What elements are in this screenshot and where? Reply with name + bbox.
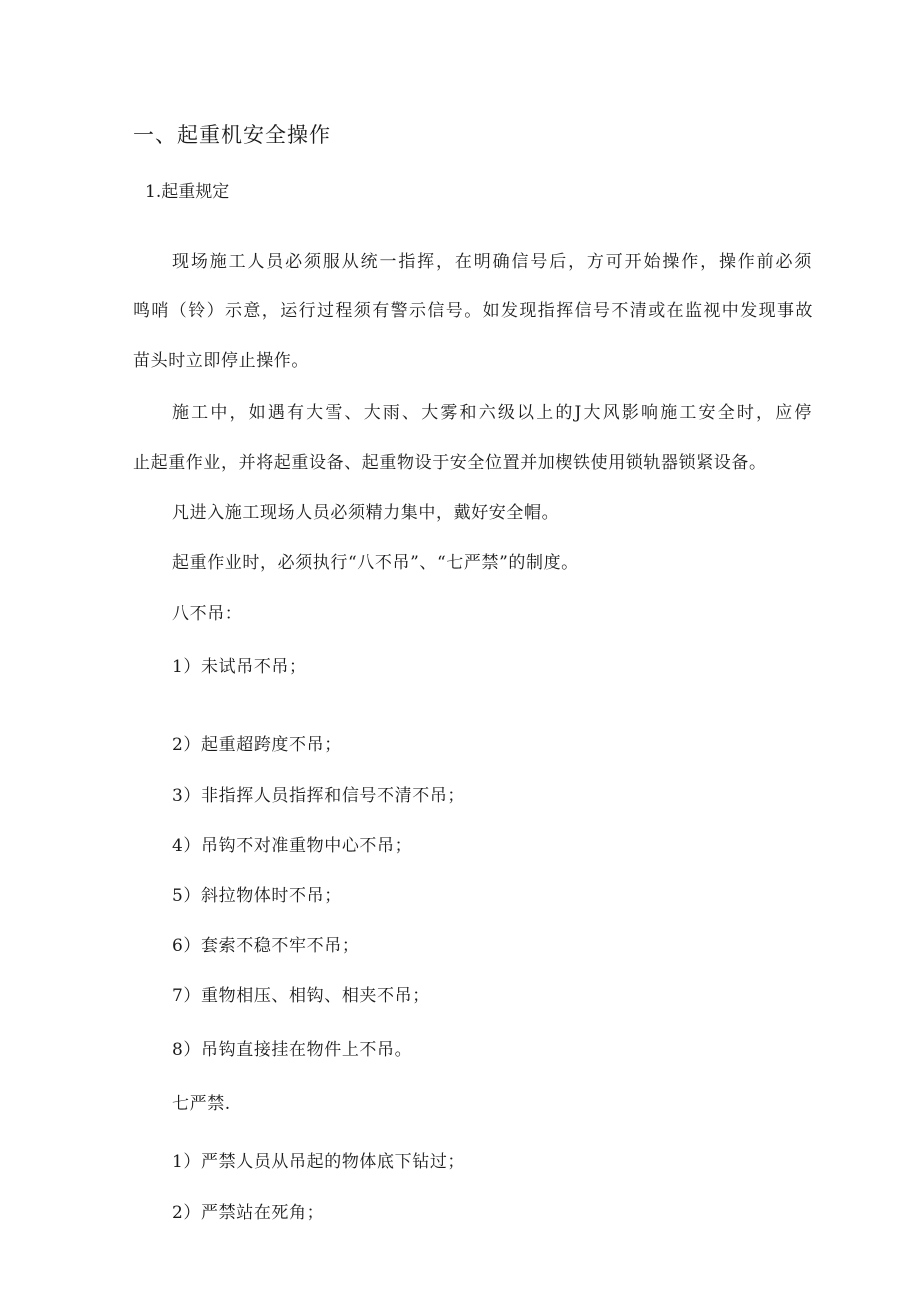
paragraph-line: 现场施工人员必须服从统一指挥，在明确信号后，方可开始操作，操作前必须 bbox=[172, 252, 812, 272]
paragraph-line: 施工中，如遇有大雪、大雨、大雾和六级以上的J大风影响施工安全时，应停 bbox=[172, 403, 812, 423]
list-item: 2）起重超跨度不吊； bbox=[172, 735, 342, 755]
list-item: 1）严禁人员从吊起的物体底下钻过； bbox=[172, 1152, 466, 1172]
eight-no-lift-title: 八不吊： bbox=[172, 604, 243, 624]
notice-helmet: 凡进入施工现场人员必须精力集中，戴好安全帽。 bbox=[172, 503, 560, 523]
paragraph-line: 苗头时立即停止操作。 bbox=[133, 351, 309, 371]
list-item: 8）吊钩直接挂在物件上不吊。 bbox=[172, 1040, 413, 1060]
list-item: 4）吊钩不对准重物中心不吊； bbox=[172, 836, 413, 856]
paragraph-line: 止起重作业，并将起重设备、起重物设于安全位置并加楔铁使用锁轨器锁紧设备。 bbox=[133, 453, 767, 473]
paragraph-line: 鸣哨（铃）示意，运行过程须有警示信号。如发现指挥信号不清或在监视中发现事故 bbox=[133, 301, 813, 321]
section-title: 一、起重机安全操作 bbox=[133, 123, 331, 147]
list-item: 1）未试吊不吊； bbox=[172, 657, 307, 677]
seven-prohibitions-title: 七严禁. bbox=[172, 1094, 231, 1114]
list-item: 2）严禁站在死角； bbox=[172, 1203, 325, 1223]
notice-rules: 起重作业时，必须执行“八不吊”、“七严禁”的制度。 bbox=[172, 553, 579, 573]
list-item: 3）非指挥人员指挥和信号不清不吊； bbox=[172, 786, 466, 806]
list-item: 7）重物相压、相钩、相夹不吊； bbox=[172, 986, 430, 1006]
subsection-title: 1.起重规定 bbox=[145, 182, 230, 202]
list-item: 5）斜拉物体时不吊； bbox=[172, 886, 342, 906]
list-item: 6）套索不稳不牢不吊； bbox=[172, 936, 360, 956]
